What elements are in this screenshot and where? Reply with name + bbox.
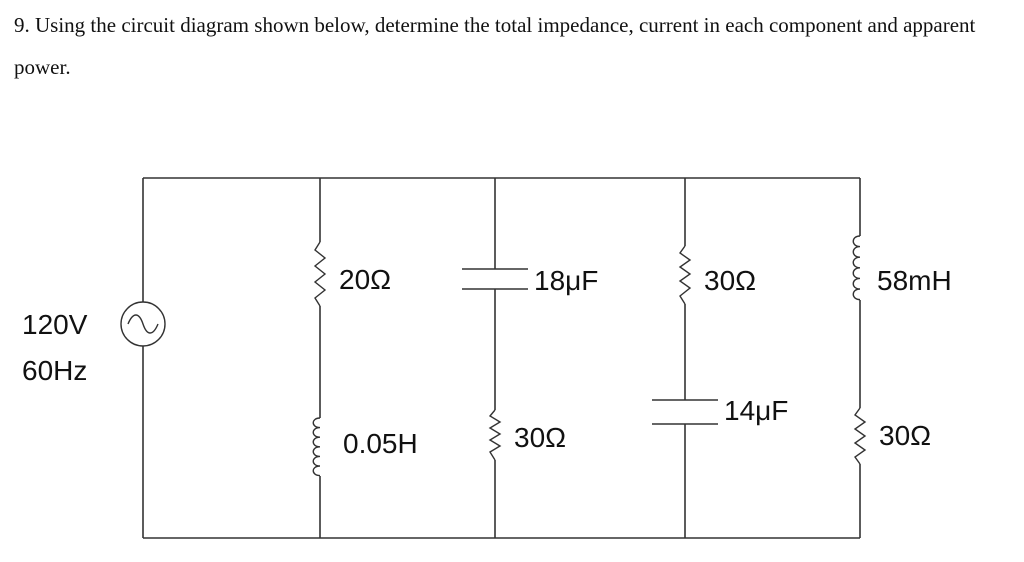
branch3-top-label: 30Ω — [704, 265, 757, 296]
branch-3 — [652, 246, 788, 426]
branch-1 — [313, 242, 417, 476]
question-number: 9. — [14, 13, 30, 37]
branch-2 — [462, 265, 598, 460]
resistor-icon — [855, 408, 865, 464]
resistor-icon — [490, 410, 500, 460]
branch1-bottom-label: 0.05H — [343, 428, 418, 459]
branch1-top-label: 20Ω — [339, 264, 392, 295]
branch2-bottom-label: 30Ω — [514, 422, 567, 453]
resistor-icon — [680, 246, 690, 304]
source-voltage-label: 120V — [22, 309, 88, 340]
inductor-icon — [853, 236, 860, 300]
inductor-icon — [313, 418, 320, 476]
sine-wave-icon — [128, 315, 158, 333]
branch2-top-label: 18μF — [534, 265, 599, 296]
question-body: Using the circuit diagram shown below, determine the total impedance, current in each component and apparent power. — [14, 13, 976, 79]
wires — [143, 178, 860, 538]
source-frequency-label: 60Hz — [22, 355, 88, 386]
resistor-icon — [315, 242, 325, 306]
branch4-bottom-label: 30Ω — [879, 420, 932, 451]
branch-4 — [853, 236, 951, 464]
branch4-top-label: 58mH — [877, 265, 952, 296]
branch3-bottom-label: 14μF — [724, 395, 789, 426]
